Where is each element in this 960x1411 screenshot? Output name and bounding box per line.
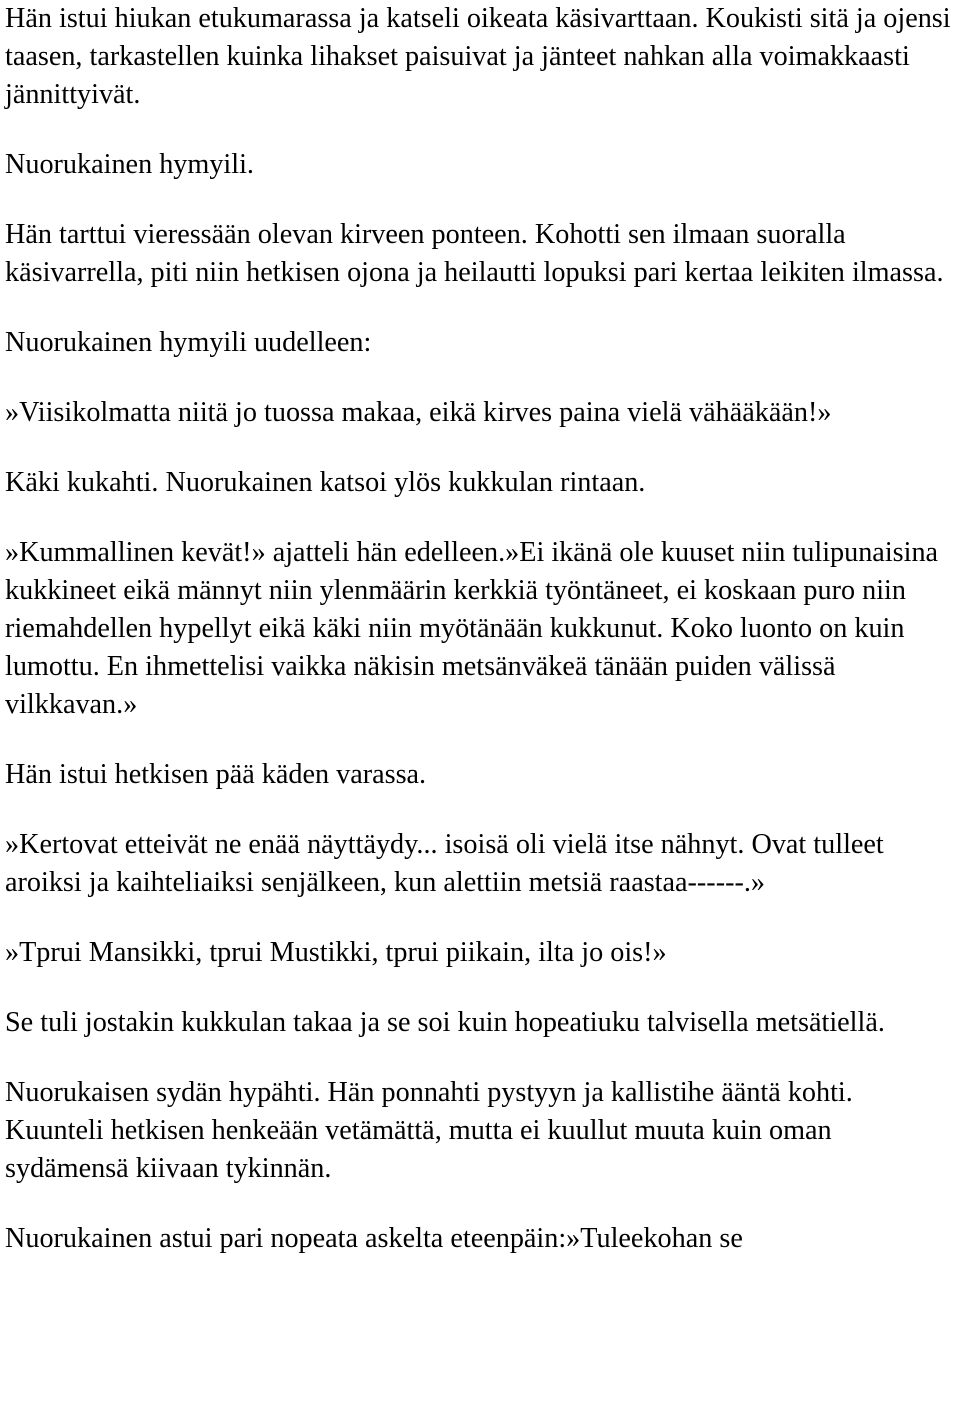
paragraph-5: »Viisikolmatta niitä jo tuossa makaa, eikä kirves paina vielä vähääkään!» — [5, 397, 832, 428]
paragraph-2: Nuorukainen hymyili. — [5, 149, 254, 180]
paragraph-7: »Kummallinen kevät!» ajatteli hän edelleen.»Ei ikänä ole kuuset niin tulipunaisina kukkineet eikä männyt niin ylenmäärin kerkkiä työntäneet, ei koskaan puro niin riemahdellen hypellyt eikä käki niin myötänään kukkunut. Koko luonto on kuin lumottu. En ihmettelisi vaikka näkisin metsänväkeä tänään puiden välissä vilkkavan.» — [5, 537, 939, 720]
paragraph-4: Nuorukainen hymyili uudelleen: — [5, 327, 372, 358]
paragraph-13: Nuorukainen astui pari nopeata askelta eteenpäin:»Tuleekohan se — [5, 1223, 743, 1254]
paragraph-3: Hän tarttui vieressään olevan kirveen ponteen. Kohotti sen ilmaan suoralla käsivarrella, piti niin hetkisen ojona ja heilautti lopuksi pari kertaa leikiten ilmassa. — [5, 219, 944, 288]
paragraph-8: Hän istui hetkisen pää käden varassa. — [5, 759, 427, 790]
paragraph-11: Se tuli jostakin kukkulan takaa ja se soi kuin hopeatiuku talvisella metsätiellä. — [5, 1007, 885, 1038]
paragraph-9: »Kertovat etteivät ne enää näyttäydy... isoisä oli vielä itse nähnyt. Ovat tulleet aroiksi ja kaihteliaiksi senjälkeen, kun alettiin metsiä raastaa------.» — [5, 829, 884, 898]
paragraph-6: Käki kukahti. Nuorukainen katsoi ylös kukkulan rintaan. — [5, 467, 646, 498]
paragraph-10: »Tprui Mansikki, tprui Mustikki, tprui piikain, ilta jo ois!» — [5, 937, 667, 968]
paragraph-1: Hän istui hiukan etukumarassa ja katseli oikeata käsivarttaan. Koukisti sitä ja ojensi taasen, tarkastellen kuinka lihakset paisuivat ja jänteet nahkan alla voimakkaasti jännittyivät. — [5, 3, 951, 110]
paragraph-12: Nuorukaisen sydän hypähti. Hän ponnahti pystyyn ja kallistihe ääntä kohti. Kuunteli hetkisen henkeään vetämättä, mutta ei kuullut muuta kuin oman sydämensä kiivaan tykinnän. — [5, 1077, 853, 1184]
document-page — [5, 0, 957, 1258]
